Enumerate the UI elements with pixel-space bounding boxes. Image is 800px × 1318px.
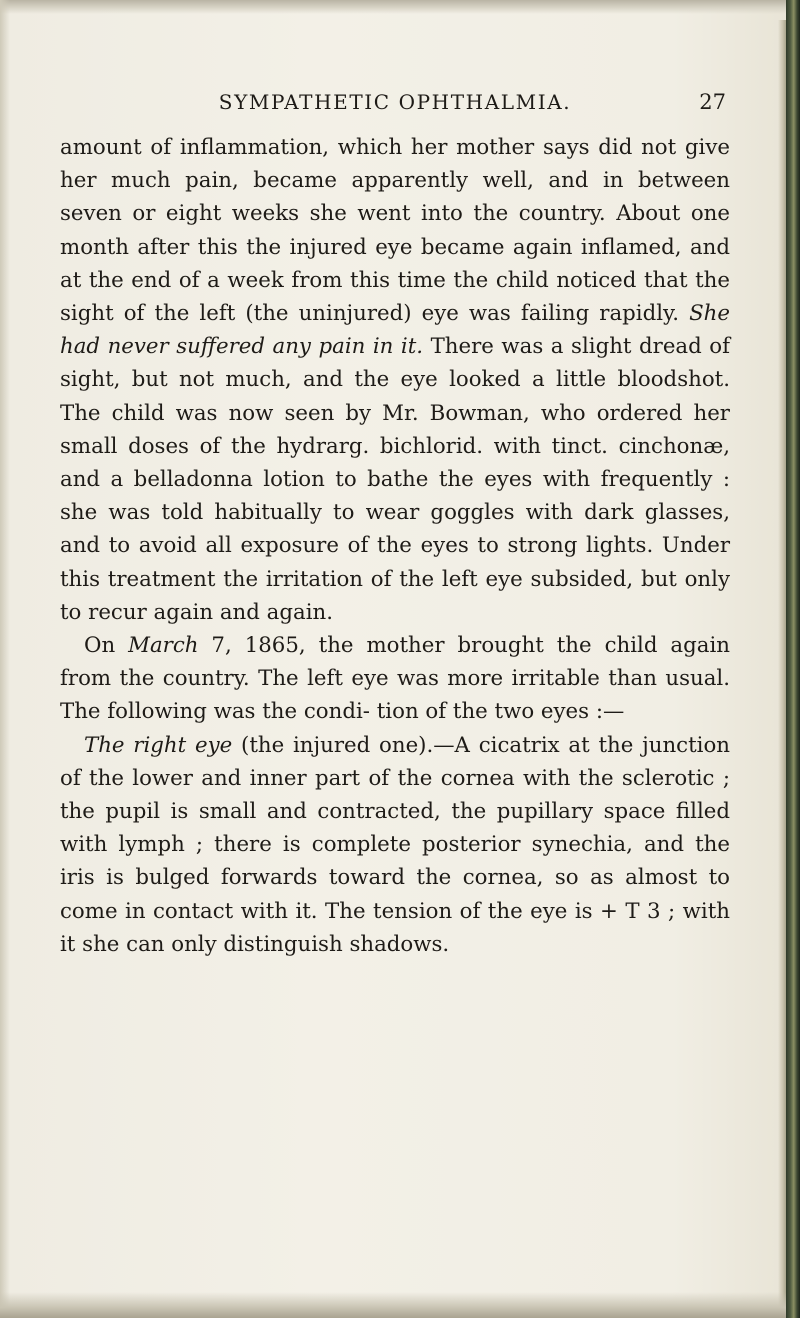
page-bottom-edge	[0, 1292, 790, 1318]
text-run: On	[84, 633, 129, 659]
text-run: (the injured one).—A cicatrix at the junction of the lower and inner part of the cornea with the sclerotic ; the pupil is small and contracted, the pupillary space filled with lymph ; there is complete posterior synechia, and the iris is bulged forwards toward the cornea, so as almost to come in contact with it. The tension of the eye is + T 3 ; with it she can only distinguish shadows.	[60, 732, 730, 957]
body-text	[60, 131, 730, 961]
italic-text-run: She had never suffered any pain in it.	[60, 301, 730, 360]
paragraph	[60, 629, 730, 729]
text-run: amount of inflammation, which her mother says did not give her much pain, became apparently well, and in between seven or eight weeks she went into the country. About one month after this the injured eye became again inflamed, and at the end of a week from this time the child noticed that the sight of the left (the uninjured) eye was failing rapidly.	[60, 135, 730, 327]
italic-text-run: March	[128, 633, 199, 659]
page-number: 27	[699, 90, 726, 114]
paragraph	[60, 131, 730, 629]
page-top-edge	[0, 0, 790, 14]
text-run: 7, 1865, the mother brought the child again from the country. The left eye was more irritable than usual. The following was the condi- tion of the two eyes :—	[60, 633, 730, 725]
running-title: SYMPATHETIC OPHTHALMIA.	[218, 90, 572, 114]
italic-text-run: The right eye	[84, 732, 233, 758]
page-left-shadow	[0, 0, 10, 1318]
running-head	[60, 88, 730, 118]
page-gutter-shadow	[778, 20, 786, 1310]
text-run: There was a slight dread of sight, but not much, and the eye looked a little bloodshot. The child was now seen by Mr. Bowman, who ordered her small doses of the hydrarg. bichlorid. with tinct. cinchonæ, and a belladonna lotion to bathe the eyes with frequently : she was told habitually to wear goggles with dark glasses, and to avoid all exposure of the eyes to strong lights. Under this treatment the irritation of the left eye subsided, but only to recur again and again.	[60, 334, 730, 625]
paragraph	[60, 729, 730, 961]
book-spine-edge	[786, 0, 800, 1318]
